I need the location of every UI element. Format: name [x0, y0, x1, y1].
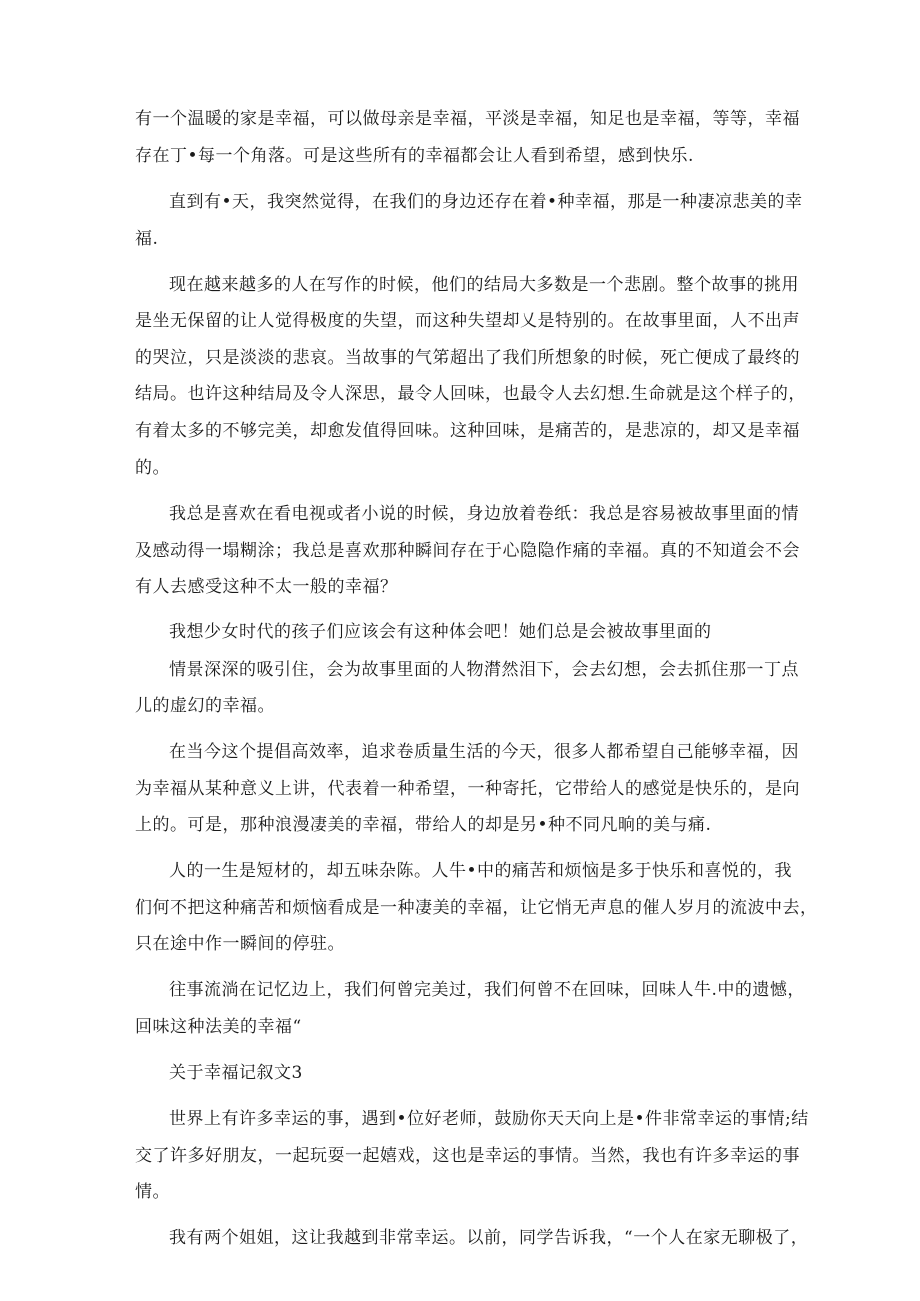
paragraph-line: 的。 [135, 458, 170, 478]
paragraph-line: 回味这种法美的幸福“ [135, 1017, 302, 1037]
paragraph-line: 只在途中作一瞬间的停驻。 [135, 934, 345, 954]
paragraph-line: 世界上有许多幸运的事，遇到•位好老师，鼓励你天天向上是•件非常幸运的事情;结 [169, 1109, 809, 1129]
paragraph-line: 我总是喜欢在看电视或者小说的时候，身边放着卷纸：我总是容易被故事里面的情 [169, 504, 799, 524]
paragraph-line: 有一个温暖的家是幸福，可以做母亲是幸福，平淡是幸福，知足也是幸福，等等，幸福 [135, 109, 800, 129]
article-body [135, 109, 818, 1263]
paragraph-line: 儿的虚幻的幸福。 [135, 696, 275, 716]
paragraph-line: 我有两个姐姐，这让我越到非常幸运。以前，同学告诉我，“一个人在家无聊极了， [169, 1228, 809, 1248]
paragraph-line: 上的。可是，那种浪漫凄美的幸福，带给人的却是另•种不同凡晌的美与痛. [135, 815, 712, 835]
paragraph-line: 及感动得一塌糊涂；我总是喜欢那种瞬间存在于心隐隐作痛的幸福。真的不知道会不会 [135, 541, 800, 561]
paragraph-line: 的哭泣，只是淡淡的悲哀。当故事的气笫超出了我们所想象的时候，死亡便成了最终的 [135, 348, 800, 368]
paragraph-line: 有人去感受这种不太一般的幸福？ [135, 577, 398, 597]
paragraph-line: 福. [135, 229, 159, 249]
paragraph-line: 关于幸福记叙文3 [169, 1063, 303, 1083]
paragraph-line: 有着太多的不够完美，却愈发值得回味。这种回味，是痛苦的，是悲凉的，却又是幸福 [135, 421, 800, 441]
paragraph-line: 是坐无保留的让人觉得极度的失望，而这种失望却乂是特别的。在故事里面，人不出声 [135, 311, 800, 331]
paragraph-line: 往事流淌在记忆边上，我们何曾完美过，我们何曾不在回味，回味人牛.中的遗憾， [169, 980, 805, 1000]
paragraph-line: 结局。也许这种结局及令人深思，最令人回味，也最令人去幻想.生命就是这个样子的， [135, 384, 806, 404]
paragraph-line: 在当今这个提倡高效率，追求卷质量生活的今天，很多人都希望自己能够幸福，因 [169, 742, 799, 762]
paragraph-line: 我想少女时代的孩子们应该会有这种体会吧！她们总是会被故事里面的 [169, 622, 712, 642]
paragraph-line: 人的一生是短材的，却五味杂陈。人牛•中的痛苦和烦恼是多于快乐和喜悦的，我 [169, 861, 793, 881]
paragraph-line: 们何不把这种痛苦和烦恼看成是一种凄美的幸福，让它悄无声息的催人岁月的流波中去， [135, 898, 818, 918]
paragraph-line: 直到有•天，我突然觉得，在我们的身边还存在着•种幸福，那是一种凄凉悲美的幸 [169, 192, 803, 212]
paragraph-line: 存在丁•每一个角落。可是这些所有的幸福都会让人看到希望，感到快乐. [135, 146, 694, 166]
paragraph-line: 为幸福从某种意义上讲，代表着一种希望，一种寄托，它带给人的感觉是快乐的，是向 [135, 779, 800, 799]
paragraph-line: 情。 [135, 1182, 170, 1202]
paragraph-line: 交了许多好朋友，一起玩耍一起嬉戏，这也是幸运的事情。当然，我也有许多幸运的事 [135, 1146, 800, 1166]
paragraph-line: 情景深深的吸引住，会为故事里面的人物潸然泪下，会去幻想，会去抓住那一丁点 [169, 660, 799, 680]
paragraph-line: 现在越来越多的人在写作的时候，他们的结局大多数是一个悲剧。整个故事的挑用 [169, 275, 799, 295]
